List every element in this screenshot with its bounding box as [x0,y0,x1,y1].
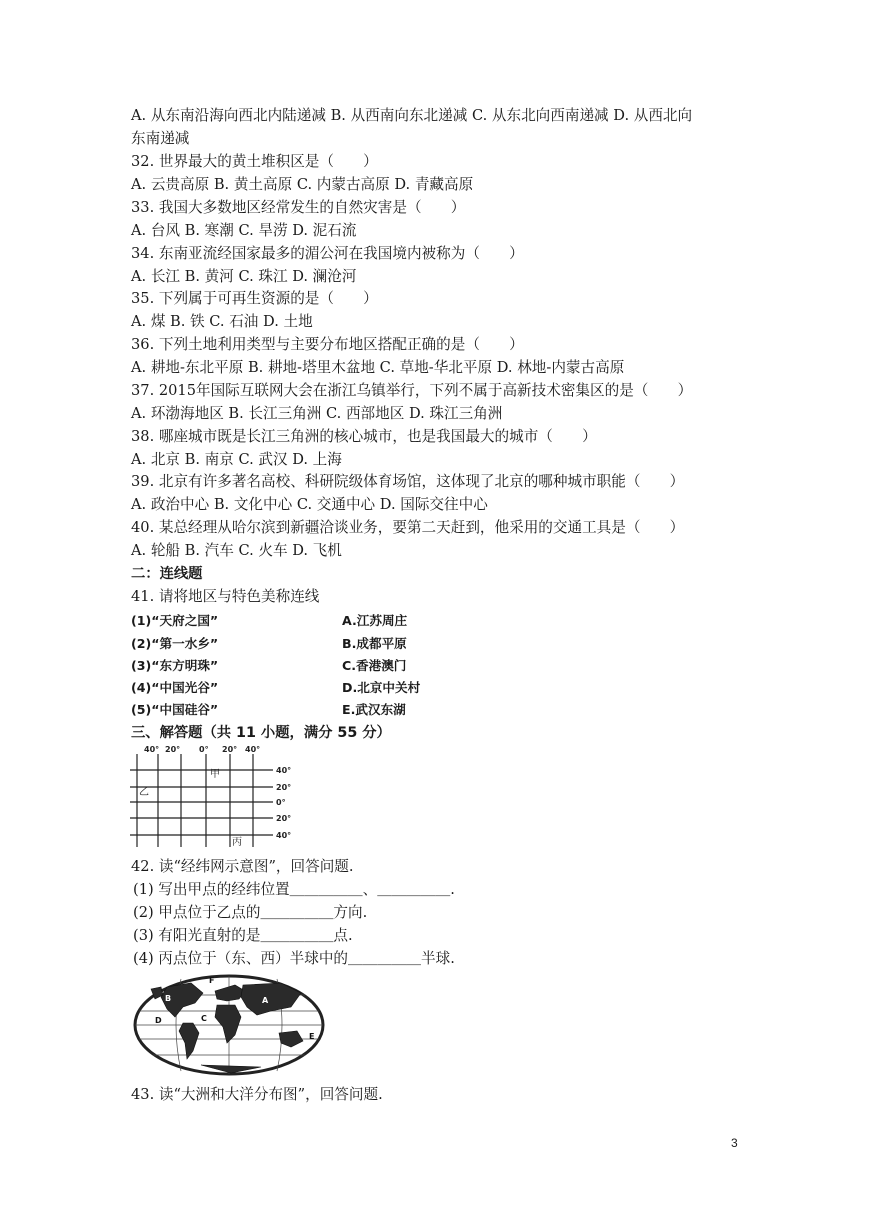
q40-options: A. 轮船 B. 汽车 C. 火车 D. 飞机 [131,542,342,559]
section2-heading: 二：连线题 [131,566,203,582]
grid-right-label: 20° [276,783,292,792]
match-right-d: D.北京中关村 [342,680,421,695]
q37-options: A. 环渤海地区 B. 长江三角洲 C. 西部地区 D. 珠江三角洲 [131,405,503,422]
match-left-5: (5)“中国硅谷” [131,702,219,717]
world-continents-map [131,973,327,1078]
grid-point-jia: 甲 [210,769,220,780]
q32-stem: 32. 世界最大的黄土堆积区是（ ） [131,153,378,170]
q42-part2: (2) 甲点位于乙点的＿＿＿＿＿方向. [133,904,368,921]
q42-stem: 42. 读“经纬网示意图”，回答问题. [131,858,354,875]
lat-long-grid-figure [126,744,302,850]
grid-right-label: 40° [276,766,292,775]
q38-options: A. 北京 B. 南京 C. 武汉 D. 上海 [131,451,342,468]
q39-stem: 39. 北京有许多著名高校、科研院级体育场馆，这体现了北京的哪种城市职能（ ） [131,473,685,490]
grid-top-label: 40° [144,745,160,754]
q38-stem: 38. 哪座城市既是长江三角洲的核心城市，也是我国最大的城市（ ） [131,428,597,445]
map-label-b: B [165,994,172,1003]
grid-top-label: 0° [199,745,209,754]
q40-stem: 40. 某总经理从哈尔滨到新疆洽谈业务，要第二天赶到，他采用的交通工具是（ ） [131,519,685,536]
match-right-e: E.武汉东湖 [342,702,406,717]
q39-options: A. 政治中心 B. 文化中心 C. 交通中心 D. 国际交往中心 [131,496,488,513]
map-label-e: E [309,1032,315,1041]
page-number: 3 [731,1136,738,1150]
map-label-a: A [262,996,269,1005]
q34-options: A. 长江 B. 黄河 C. 珠江 D. 澜沧河 [131,268,357,285]
q31-options-line1: A. 从东南沿海向西北内陆递减 B. 从西南向东北递减 C. 从东北向西南递减 D. 从西北向 [131,107,693,124]
map-label-f: F [209,976,215,985]
map-label-d: D [155,1016,162,1025]
match-left-4: (4)“中国光谷” [131,680,219,695]
map-label-c: C [201,1014,207,1023]
grid-point-bing: 丙 [232,837,242,848]
match-left-2: (2)“第一水乡” [131,636,219,651]
q36-options: A. 耕地-东北平原 B. 耕地-塔里木盆地 C. 草地-华北平原 D. 林地-内蒙古高原 [131,359,625,376]
q36-stem: 36. 下列土地利用类型与主要分布地区搭配正确的是（ ） [131,336,524,353]
match-left-1: (1)“天府之国” [131,613,219,628]
q34-stem: 34. 东南亚流经国家最多的湄公河在我国境内被称为（ ） [131,245,524,262]
q37-stem: 37. 2015年国际互联网大会在浙江乌镇举行，下列不属于高新技术密集区的是（ ） [131,382,693,399]
grid-point-yi: 乙 [139,787,149,798]
q33-stem: 33. 我国大多数地区经常发生的自然灾害是（ ） [131,199,466,216]
match-right-a: A.江苏周庄 [342,613,408,628]
grid-right-label: 20° [276,814,292,823]
q35-options: A. 煤 B. 铁 C. 石油 D. 土地 [131,313,313,330]
section3-heading: 三、解答题（共 11 小题，满分 55 分） [131,725,391,741]
q35-stem: 35. 下列属于可再生资源的是（ ） [131,290,378,307]
grid-top-label: 20° [165,745,181,754]
match-right-c: C.香港澳门 [342,658,407,673]
q42-part1: (1) 写出甲点的经纬位置＿＿＿＿＿、＿＿＿＿＿. [133,881,455,898]
q31-options-line2: 东南递减 [131,130,190,147]
q32-options: A. 云贵高原 B. 黄土高原 C. 内蒙古高原 D. 青藏高原 [131,176,474,193]
grid-right-label: 0° [276,798,286,807]
q42-part3: (3) 有阳光直射的是＿＿＿＿＿点. [133,927,353,944]
q43-stem: 43. 读“大洲和大洋分布图”，回答问题. [131,1086,383,1103]
match-left-3: (3)“东方明珠” [131,658,219,673]
grid-top-label: 20° [222,745,238,754]
grid-top-label: 40° [245,745,261,754]
q33-options: A. 台风 B. 寒潮 C. 旱涝 D. 泥石流 [131,222,357,239]
q41-stem: 41. 请将地区与特色美称连线 [131,588,320,605]
q42-part4: (4) 丙点位于（东、西）半球中的＿＿＿＿＿半球. [133,950,455,967]
match-right-b: B.成都平原 [342,636,407,651]
grid-right-label: 40° [276,831,292,840]
